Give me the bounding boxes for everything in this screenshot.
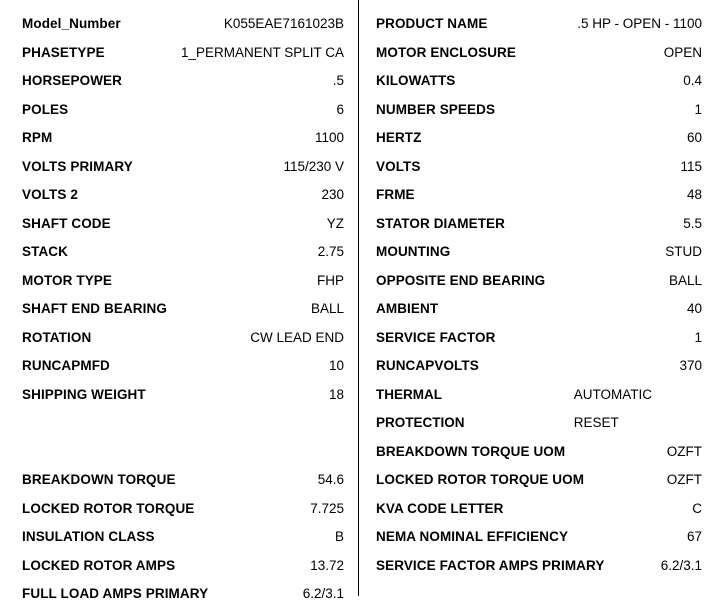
spec-value: .5: [332, 73, 344, 88]
spec-label: Model_Number: [22, 16, 121, 31]
spec-label: SHIPPING WEIGHT: [22, 386, 146, 402]
spec-label: HERTZ: [376, 130, 422, 145]
left-spec-column: [0, 10, 358, 609]
spec-value: RESET: [573, 415, 619, 430]
spec-label: MOTOR ENCLOSURE: [376, 44, 517, 60]
spec-row: [22, 295, 344, 324]
spec-label: AMBIENT: [376, 301, 439, 316]
spec-value: 370: [679, 358, 702, 373]
spec-label: BREAKDOWN TORQUE UOM: [376, 443, 566, 459]
spec-label: SHAFT END BEARING: [22, 301, 167, 316]
spec-row: [22, 495, 344, 524]
column-divider: [358, 0, 359, 596]
spec-row: [22, 153, 344, 182]
spec-value: YZ: [326, 215, 344, 231]
spec-value: OZFT: [666, 443, 702, 459]
spec-value: 13.72: [310, 557, 344, 573]
spec-label: RPM: [22, 130, 53, 145]
spec-value: 67: [686, 529, 702, 544]
spec-value: OPEN: [663, 44, 702, 60]
spec-label: LOCKED ROTOR TORQUE: [22, 500, 195, 516]
spec-row: [22, 67, 344, 96]
spec-value: 40: [686, 301, 702, 316]
spec-value: 0.4: [683, 73, 702, 88]
spec-row: [22, 124, 344, 153]
spec-row: [376, 466, 702, 495]
spec-value: 2.75: [317, 244, 344, 259]
spec-row: [376, 238, 702, 267]
spec-value: 6.2/3.1: [660, 557, 702, 573]
spec-row: [22, 580, 344, 609]
spec-row: [376, 324, 702, 353]
spec-row: [376, 523, 702, 552]
spec-label: INSULATION CLASS: [22, 529, 155, 544]
spec-label: NUMBER SPEEDS: [376, 101, 496, 117]
spec-label: ROTATION: [22, 329, 92, 345]
spec-label: VOLTS PRIMARY: [22, 158, 133, 174]
spec-label: SERVICE FACTOR AMPS PRIMARY: [376, 557, 605, 573]
spec-label: VOLTS 2: [22, 187, 78, 202]
spec-label: THERMAL: [376, 386, 442, 402]
spec-value: 48: [686, 187, 702, 202]
spec-label: PHASETYPE: [22, 44, 105, 60]
spec-label: SERVICE FACTOR: [376, 329, 496, 345]
spec-label: KVA CODE LETTER: [376, 500, 504, 516]
spec-row: [376, 67, 702, 96]
spec-row: [22, 238, 344, 267]
spec-label: MOUNTING: [376, 244, 451, 259]
spec-row: [376, 39, 702, 68]
spec-value: 1: [694, 329, 702, 345]
spec-row: [22, 381, 344, 410]
spec-label: FULL LOAD AMPS PRIMARY: [22, 586, 209, 601]
spec-row: [22, 523, 344, 552]
thermal-protection-label: [376, 381, 465, 438]
spec-label: LOCKED ROTOR TORQUE UOM: [376, 472, 585, 487]
spec-value: 115: [680, 158, 702, 174]
spec-label: KILOWATTS: [376, 73, 456, 88]
spec-label: STACK: [22, 244, 68, 259]
spec-row: [376, 438, 702, 467]
spec-label: VOLTS: [376, 158, 421, 174]
spec-value: STUD: [665, 244, 702, 259]
spec-value: OZFT: [666, 472, 702, 487]
spec-row: [22, 267, 344, 296]
spec-value: 6.2/3.1: [302, 586, 344, 601]
spec-row: [22, 96, 344, 125]
spec-row: [376, 96, 702, 125]
spec-label: FRME: [376, 187, 415, 202]
spec-value: 115/230 V: [283, 158, 344, 174]
spec-label: BREAKDOWN TORQUE: [22, 472, 176, 487]
spec-value: BALL: [310, 301, 344, 316]
spec-value: K055EAE7161023B: [223, 16, 344, 31]
spec-label: NEMA NOMINAL EFFICIENCY: [376, 529, 569, 544]
spec-value: 1100: [314, 130, 344, 145]
spec-label: RUNCAPMFD: [22, 358, 110, 373]
spec-value: B: [334, 529, 344, 544]
spec-value: FHP: [317, 272, 344, 288]
spec-row: [376, 267, 702, 296]
spec-row: [376, 153, 702, 182]
spec-row: [22, 210, 344, 239]
spec-row: [376, 181, 702, 210]
spec-row: [376, 210, 702, 239]
spec-row: [22, 552, 344, 581]
spec-label: STATOR DIAMETER: [376, 215, 505, 231]
spec-label: HORSEPOWER: [22, 73, 123, 88]
spec-value: 54.6: [317, 472, 344, 487]
spec-value: 7.725: [310, 500, 344, 516]
thermal-protection-row: [376, 381, 702, 438]
spec-row: [22, 352, 344, 381]
spec-value: 5.5: [683, 215, 702, 231]
spec-label: POLES: [22, 101, 69, 117]
spec-value: BALL: [668, 272, 702, 288]
spec-row: [22, 39, 344, 68]
spec-value: 230: [321, 187, 344, 202]
spec-row: [376, 295, 702, 324]
spec-label: RUNCAPVOLTS: [376, 358, 479, 373]
spec-value: 6: [336, 101, 344, 117]
spec-row: [22, 324, 344, 353]
spec-row: [376, 124, 702, 153]
spec-row: [376, 10, 702, 39]
spec-label: SHAFT CODE: [22, 215, 111, 231]
spec-value: .5 HP - OPEN - 1100: [577, 16, 702, 31]
spec-row: [376, 352, 702, 381]
spec-label: MOTOR TYPE: [22, 272, 113, 288]
spec-row: [376, 495, 702, 524]
section-spacer: [22, 438, 344, 467]
spec-value: CW LEAD END: [250, 329, 344, 345]
spec-value: 1: [694, 101, 702, 117]
spec-row: [376, 552, 702, 581]
spec-label: OPPOSITE END BEARING: [376, 272, 546, 288]
right-spec-column: [358, 10, 716, 609]
thermal-protection-value: [574, 381, 652, 438]
spec-label: PROTECTION: [376, 415, 465, 430]
spec-value: 1_PERMANENT SPLIT CA: [180, 44, 344, 60]
spec-value: 10: [328, 358, 344, 373]
spec-value: C: [692, 500, 702, 516]
spec-label: PRODUCT NAME: [376, 16, 488, 31]
spec-row: [22, 466, 344, 495]
section-spacer: [22, 409, 344, 438]
spec-row: [22, 181, 344, 210]
spec-label: LOCKED ROTOR AMPS: [22, 557, 176, 573]
spec-value: 60: [686, 130, 702, 145]
spec-value: 18: [328, 386, 344, 402]
spec-row: [22, 10, 344, 39]
spec-value: AUTOMATIC: [573, 386, 652, 402]
